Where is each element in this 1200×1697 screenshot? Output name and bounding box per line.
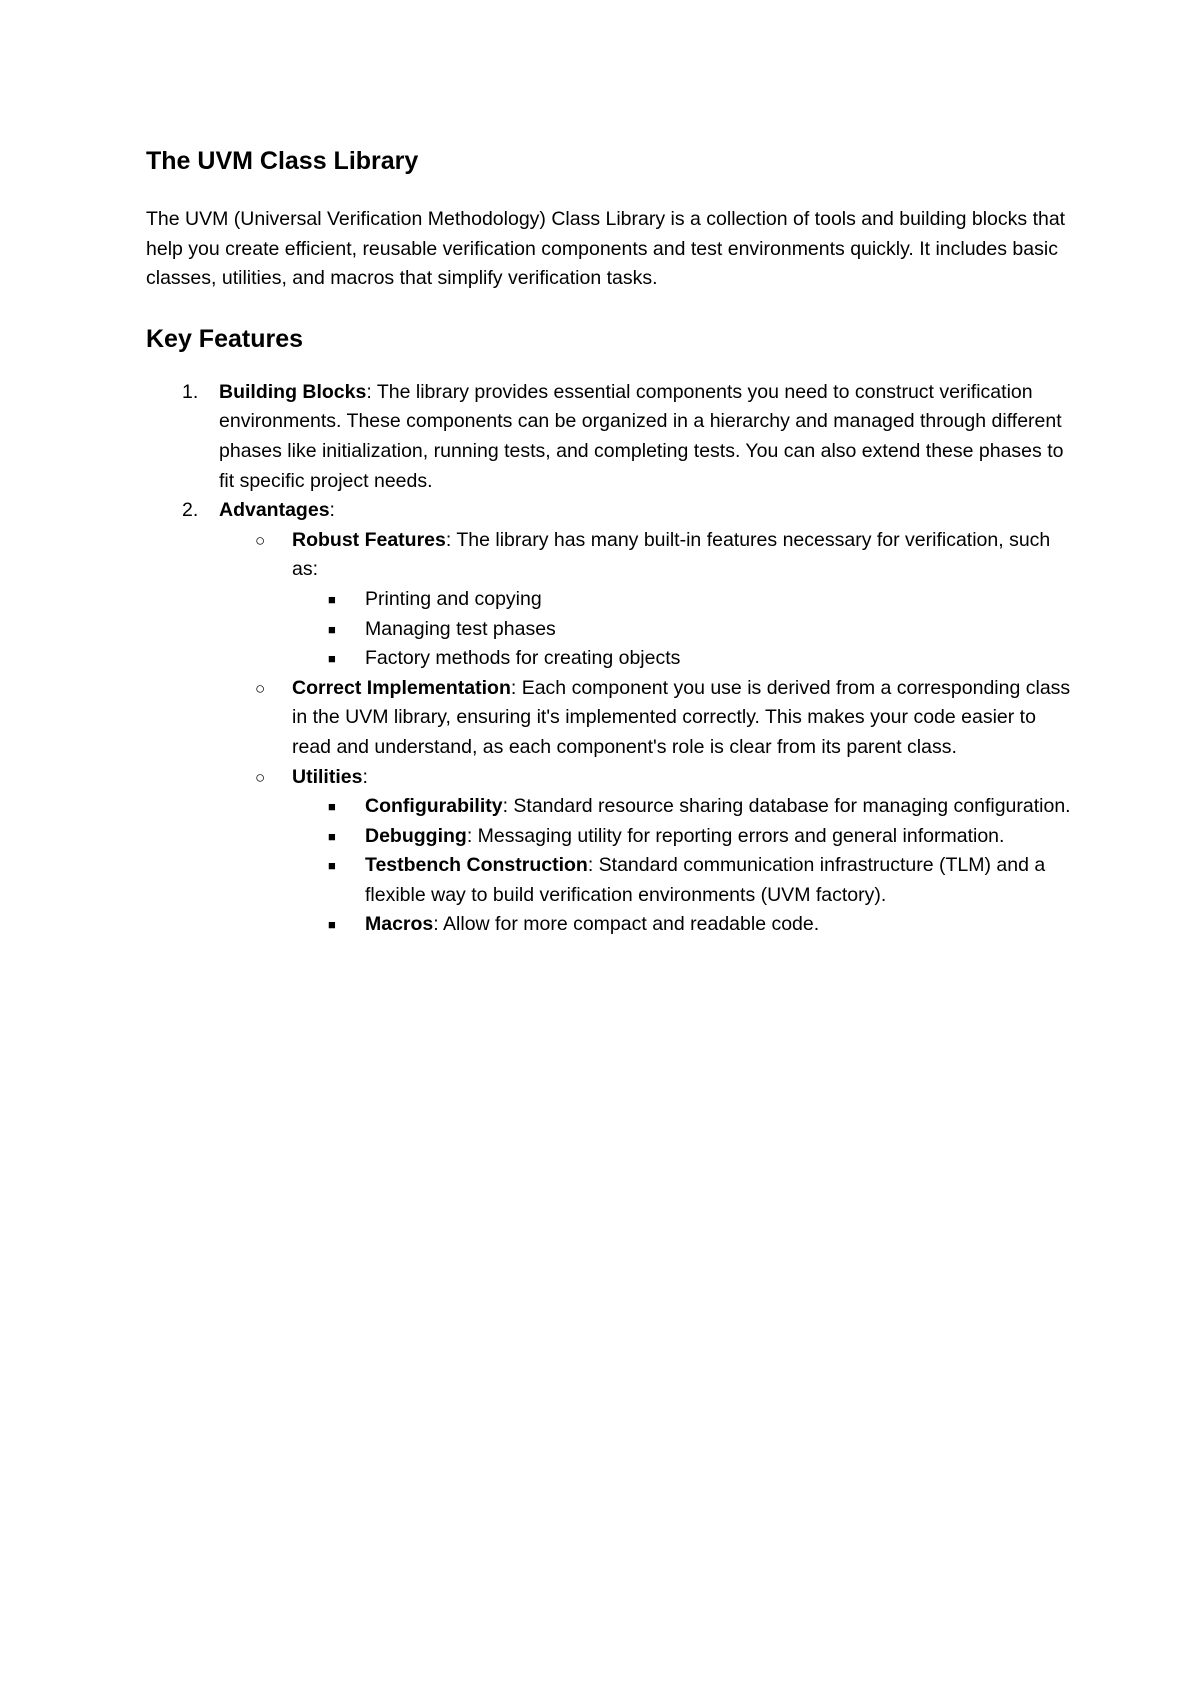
list-item-text: Printing and copying: [365, 587, 542, 610]
list-item-text: : Allow for more compact and readable code.: [433, 913, 820, 936]
list-item-term: Debugging: [365, 824, 467, 847]
key-features-heading: Key Features: [146, 324, 304, 353]
document-page: [146, 143, 1076, 940]
list-item-term: Configurability: [365, 795, 503, 818]
list-item-text: Managing test phases: [365, 617, 556, 640]
key-features-list: [146, 378, 1076, 940]
list-item-term: Building Blocks: [219, 380, 367, 403]
list-item-utilities: [146, 763, 1076, 793]
list-item-configurability: [146, 792, 1076, 822]
page-title: The UVM Class Library: [146, 147, 419, 175]
list-item-robust-features: [146, 526, 1076, 585]
square-bullet-icon: ■: [328, 858, 336, 874]
list-item-advantages: [146, 496, 1076, 526]
intro-paragraph: The UVM (Universal Verification Methodology) Class Library is a collection of tools and building blocks that help you create efficient, reusable verification components and test environments quickly. It includes basic classes, utilities, and macros that simplify verification tasks.: [146, 208, 1066, 290]
list-item-text: Factory methods for creating objects: [365, 647, 681, 670]
hollow-bullet-icon: ○: [255, 678, 266, 698]
list-item-printing-copying: [146, 585, 1076, 615]
list-item-text: :: [329, 499, 335, 522]
list-item-term: Testbench Construction: [365, 854, 588, 877]
list-item-macros: [146, 910, 1076, 940]
list-item-text: : The library provides essential components you need to construct verification environments. These components can be organized in a hierarchy and managed through different phases like initialization, running tests, and completing tests. You can also extend these phases to fit specific project needs.: [219, 380, 1064, 492]
list-marker: 2.: [182, 499, 199, 522]
hollow-bullet-icon: ○: [255, 530, 266, 550]
square-bullet-icon: ■: [328, 621, 336, 637]
square-bullet-icon: ■: [328, 799, 336, 815]
square-bullet-icon: ■: [328, 917, 336, 933]
list-item-testbench-construction: [146, 851, 1076, 910]
square-bullet-icon: ■: [328, 651, 336, 667]
list-item-debugging: [146, 822, 1076, 852]
square-bullet-icon: ■: [328, 828, 336, 844]
list-item-text: : Each component you use is derived from a corresponding class in the UVM library, ensuring it's implemented correctly. This makes your code easier to read and understand, as each component's role is clear from its parent class.: [292, 676, 1071, 758]
list-item-correct-implementation: [146, 674, 1076, 763]
list-item-term: Correct Implementation: [292, 676, 511, 699]
list-marker: 1.: [182, 380, 199, 403]
list-item-term: Advantages: [219, 499, 330, 522]
hollow-bullet-icon: ○: [255, 767, 266, 787]
list-item-factory-methods: [146, 644, 1076, 674]
list-item-building-blocks: [146, 378, 1076, 496]
list-item-text: : Standard resource sharing database for managing configuration.: [502, 795, 1071, 818]
list-item-managing-phases: [146, 615, 1076, 645]
list-item-term: Robust Features: [292, 528, 446, 551]
list-item-text: :: [362, 765, 368, 788]
list-item-term: Utilities: [292, 765, 363, 788]
list-item-text: : The library has many built-in features necessary for verification, such as:: [292, 528, 1051, 581]
list-item-text: : Messaging utility for reporting errors and general information.: [466, 824, 1005, 847]
list-item-term: Macros: [365, 913, 434, 936]
list-item-text: : Standard communication infrastructure (TLM) and a flexible way to build verification environments (UVM factory).: [365, 854, 1046, 906]
square-bullet-icon: ■: [328, 591, 336, 607]
